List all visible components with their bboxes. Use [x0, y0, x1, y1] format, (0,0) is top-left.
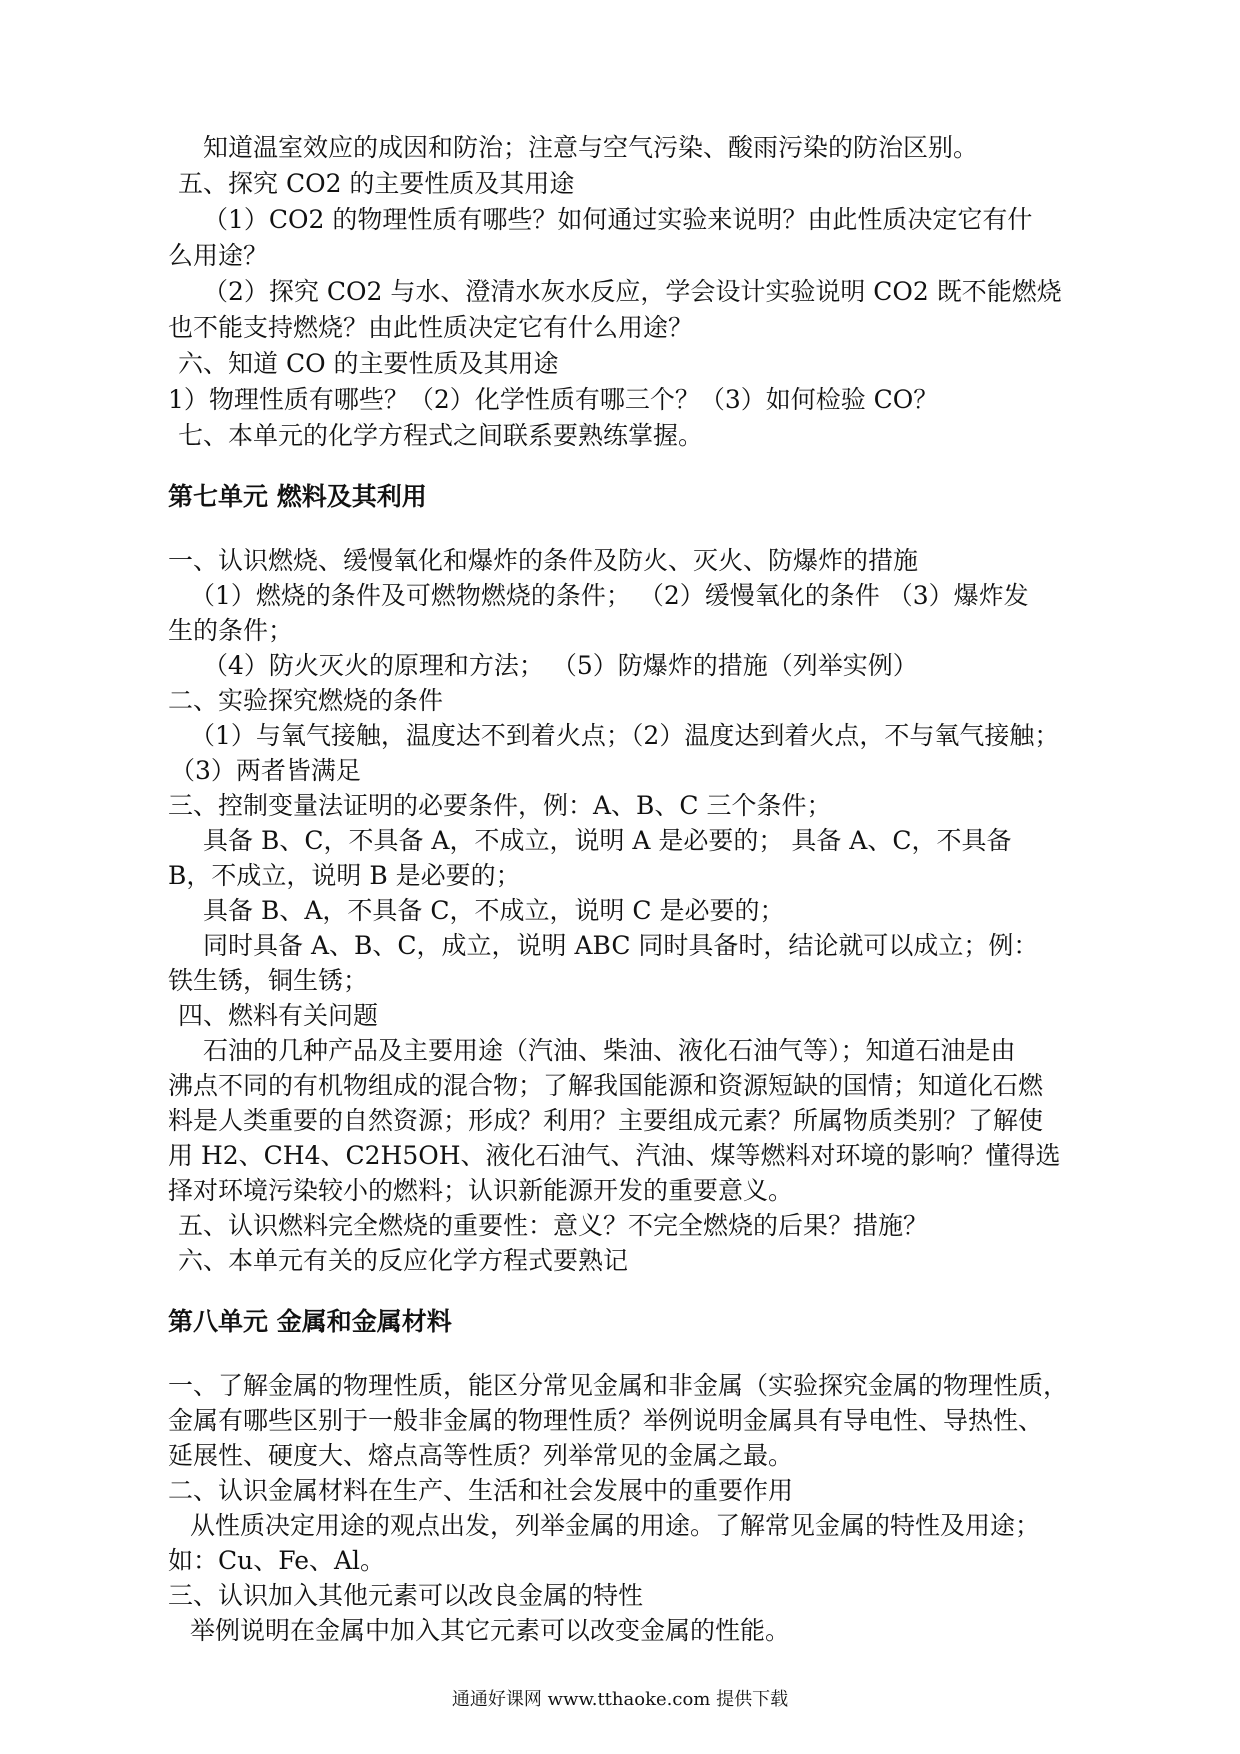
text-line: 沸点不同的有机物组成的混合物；了解我国能源和资源短缺的国情；知道化石燃 [168, 1071, 1044, 1100]
section-heading: 三、认识加入其他元素可以改良金属的特性 [168, 1581, 644, 1610]
text-line: 择对环境污染较小的燃料；认识新能源开发的重要意义。 [168, 1176, 794, 1205]
text-line: （1）与氧气接触，温度达不到着火点；（2）温度达到着火点，不与氧气接触； [190, 721, 1060, 750]
section-heading: 五、认识燃料完全燃烧的重要性：意义？不完全燃烧的后果？措施？ [178, 1211, 929, 1240]
unit-heading: 第八单元 金属和金属材料 [168, 1307, 452, 1336]
text-line: 料是人类重要的自然资源；形成？利用？主要组成元素？所属物质类别？了解使 [168, 1106, 1044, 1135]
text-line: 铁生锈，铜生锈； [168, 966, 369, 995]
text-line: （2）探究 CO2 与水、澄清水灰水反应，学会设计实验说明 CO2 既不能燃烧 [203, 277, 1062, 306]
text-line: 1）物理性质有哪些？（2）化学性质有哪三个？（3）如何检验 CO？ [168, 385, 939, 414]
text-line: 具备 B、C，不具备 A，不成立，说明 A 是必要的； 具备 A、C，不具备 [203, 826, 1012, 855]
text-line: 生的条件； [168, 616, 294, 645]
text-line: 石油的几种产品及主要用途（汽油、柴油、液化石油气等）；知道石油是由 [203, 1036, 1016, 1065]
section-heading: 二、实验探究燃烧的条件 [168, 686, 444, 715]
text-line: （4）防火灭火的原理和方法； （5）防爆炸的措施（列举实例） [203, 651, 918, 680]
text-line: （1）燃烧的条件及可燃物燃烧的条件； （2）缓慢氧化的条件 （3）爆炸发 [190, 581, 1029, 610]
text-line: 具备 B、A，不具备 C，不成立，说明 C 是必要的； [203, 896, 785, 925]
unit-heading: 第七单元 燃料及其利用 [168, 482, 427, 511]
text-line: 延展性、硬度大、熔点高等性质？列举常见的金属之最。 [168, 1441, 794, 1470]
section-heading: 六、本单元有关的反应化学方程式要熟记 [178, 1246, 629, 1275]
section-heading: 三、控制变量法证明的必要条件，例：A、B、C 三个条件； [168, 791, 832, 820]
section-heading: 二、认识金属材料在生产、生活和社会发展中的重要作用 [168, 1476, 794, 1505]
text-line: 同时具备 A、B、C，成立，说明 ABC 同时具备时，结论就可以成立；例： [203, 931, 1039, 960]
section-heading: 一、认识燃烧、缓慢氧化和爆炸的条件及防火、灭火、防爆炸的措施 [168, 546, 919, 575]
section-heading: 六、知道 CO 的主要性质及其用途 [178, 349, 559, 378]
section-heading: 五、探究 CO2 的主要性质及其用途 [178, 169, 575, 198]
text-line: 知道温室效应的成因和防治；注意与空气污染、酸雨污染的防治区别。 [203, 133, 979, 162]
text-line: （3）两者皆满足 [170, 756, 361, 785]
section-heading: 七、本单元的化学方程式之间联系要熟练掌握。 [178, 421, 704, 450]
text-line: 也不能支持燃烧？由此性质决定它有什么用途？ [168, 313, 694, 342]
text-line: 如：Cu、Fe、Al。 [168, 1546, 386, 1575]
text-line: B，不成立，说明 B 是必要的； [168, 861, 521, 890]
text-line: 从性质决定用途的观点出发，列举金属的用途。了解常见金属的特性及用途； [190, 1511, 1041, 1540]
text-line: 么用途？ [168, 241, 269, 270]
page-footer: 通通好课网 www.tthaoke.com 提供下载 [451, 1689, 789, 1710]
text-line: 举例说明在金属中加入其它元素可以改变金属的性能。 [190, 1616, 791, 1645]
section-heading: 一、了解金属的物理性质，能区分常见金属和非金属（实验探究金属的物理性质， [168, 1371, 1069, 1400]
text-line: 用 H2、CH4、C2H5OH、液化石油气、汽油、煤等燃料对环境的影响？懂得选 [168, 1141, 1061, 1170]
text-line: （1）CO2 的物理性质有哪些？如何通过实验来说明？由此性质决定它有什 [203, 205, 1033, 234]
text-line: 金属有哪些区别于一般非金属的物理性质？举例说明金属具有导电性、导热性、 [168, 1406, 1044, 1435]
section-heading: 四、燃料有关问题 [178, 1001, 379, 1030]
